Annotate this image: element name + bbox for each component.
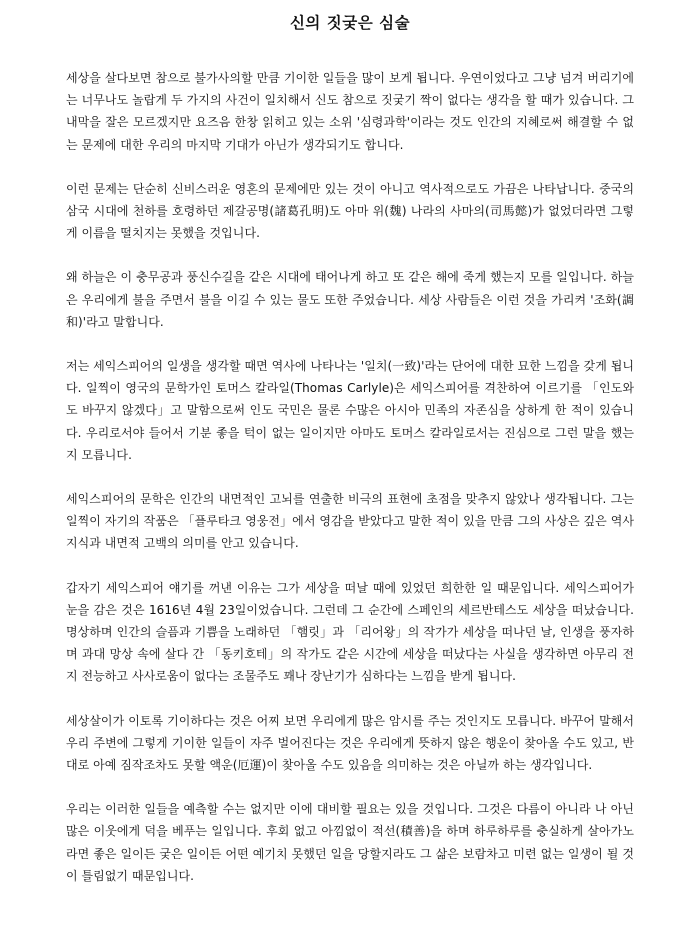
paragraph-4: 저는 세익스피어의 일생을 생각할 때면 역사에 나타나는 '일치(一致)'라는 단어에 대한 묘한 느낌을 갖게 됩니다. 일찍이 영국의 문학가인 토머스 칼라일(Thomas Carlyle)은 세익스피어를 격찬하여 이르기를 「인도와도 바꾸지 않겠다」고 말함으로써 인도 국민은 물론 수많은 아시아 민족의 자존심을 상하게 한 적이 있습니다. 우리로서야 들어서 기분 좋을 턱이 없는 일이지만 아마도 토머스 칼라일로서는 진심으로 그런 말을 했는지 모릅니다. [66, 359, 634, 462]
paragraph-8: 우리는 이러한 일들을 예측할 수는 없지만 이에 대비할 필요는 있을 것입니다. 그것은 다름이 아니라 나 아닌 많은 이웃에게 덕을 베푸는 일입니다. 후회 없고 아낌없이 적선(積善)을 하며 하루하루를 충실하게 살아가노라면 좋은 일이든 궂은 일이든 어떤 예기치 못했던 일을 당할지라도 그 삶은 보람차고 미련 없는 일생이 될 것이 틀림없기 때문입니다. [66, 802, 634, 883]
paragraph-1: 세상을 살다보면 참으로 불가사의할 만큼 기이한 일들을 많이 보게 됩니다. 우연이었다고 그냥 넘겨 버리기에는 너무나도 놀랍게 두 가지의 사건이 일치해서 신도 참으로 짓궂기 짝이 없다는 생각을 할 때가 있습니다. 그 내막을 잘은 모르겠지만 요즈음 한창 읽히고 있는 소위 '심령과학'이라는 것도 인간의 지혜로써 해결할 수 없는 문제에 대한 우리의 마지막 기대가 아닌가 생각되기도 합니다. [66, 71, 634, 152]
paragraph-5: 세익스피어의 문학은 인간의 내면적인 고뇌를 연출한 비극의 표현에 초점을 맞추지 않았나 생각됩니다. 그는 일찍이 자기의 작품은 「플루타크 영웅전」에서 영감을 받았다고 말한 적이 있을 만큼 그의 사상은 깊은 역사 지식과 내면적 고백의 의미를 안고 있습니다. [66, 492, 634, 551]
document-title: 신의 짓궂은 심술 [289, 14, 411, 32]
paragraph-2: 이런 문제는 단순히 신비스러운 영혼의 문제에만 있는 것이 아니고 역사적으로도 가끔은 나타납니다. 중국의 삼국 시대에 천하를 호령하던 제갈공명(諸葛孔明)도 아마 위(魏) 나라의 사마의(司馬懿)가 없었더라면 그렇게 이름을 떨치지는 못했을 것입니다. [66, 181, 634, 241]
paragraph-7: 세상살이가 이토록 기이하다는 것은 어찌 보면 우리에게 많은 암시를 주는 것인지도 모릅니다. 바꾸어 말해서 우리 주변에 그렇게 기이한 일들이 자주 벌어진다는 것은 우리에게 뜻하지 않은 행운이 찾아올 수도 있고, 반대로 아예 짐작조차도 못할 액운(厄運)이 찾아올 수도 있음을 의미하는 것은 아닐까 하는 생각입니다. [66, 713, 634, 773]
paragraph-3: 왜 하늘은 이 충무공과 풍신수길을 같은 시대에 태어나게 하고 또 같은 해에 죽게 했는지 모를 일입니다. 하늘은 우리에게 불을 주면서 불을 이길 수 있는 물도 또한 주었습니다. 세상 사람들은 이런 것을 가리켜 '조화(調和)'라고 말합니다. [66, 270, 634, 329]
paragraph-6: 갑자기 세익스피어 얘기를 꺼낸 이유는 그가 세상을 떠날 때에 있었던 희한한 일 때문입니다. 세익스피어가 눈을 감은 것은 1616년 4월 23일이었습니다. 그런데 그 순간에 스페인의 세르반테스도 세상을 떠났습니다. 명상하며 인간의 슬픔과 기쁨을 노래하던 「햄릿」과 「리어왕」의 작가가 세상을 떠나던 날, 인생을 풍자하며 과대 망상 속에 살다 간 「동키호테」의 작가도 같은 시간에 세상을 떠났다는 사실을 생각하면 아무리 전지 전능하고 사사로움이 없다는 조물주도 꽤나 장난기가 심하다는 느낌을 받게 됩니다. [66, 580, 634, 684]
